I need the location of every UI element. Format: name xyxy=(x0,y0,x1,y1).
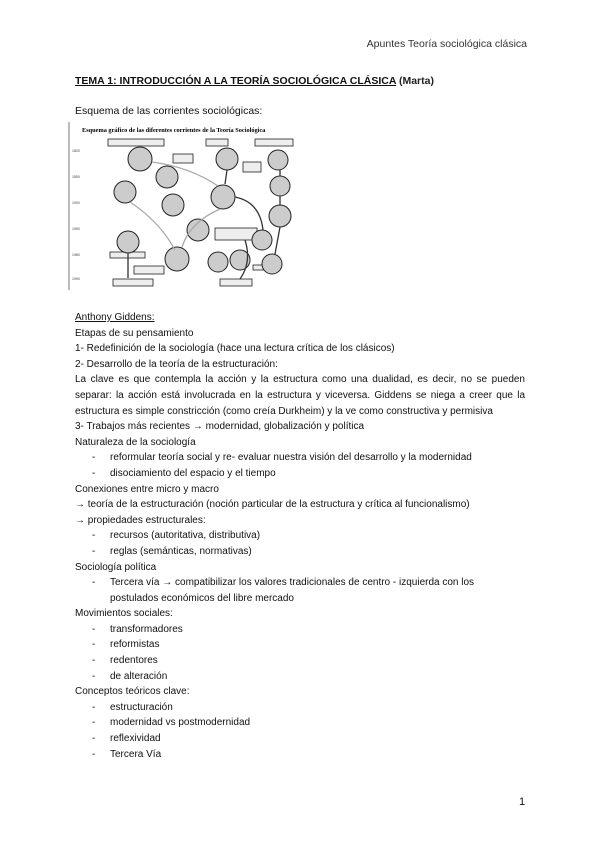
list-item: - de alteración xyxy=(92,670,168,682)
paragraph: → propiedades estructurales: xyxy=(75,514,206,526)
list-item: - reflexividad xyxy=(92,733,161,745)
list-item: - reformistas xyxy=(92,639,160,651)
svg-text:1990: 1990 xyxy=(72,277,80,281)
paragraph: Movimientos sociales: xyxy=(75,608,173,620)
list-item: - transformadores xyxy=(92,623,183,635)
section-heading: Anthony Giddens: xyxy=(75,312,155,323)
svg-text:1980: 1980 xyxy=(72,253,80,257)
list-item: - disociamiento del espacio y el tiempo xyxy=(92,467,276,479)
svg-text:1850: 1850 xyxy=(72,175,80,179)
list-item: - recursos (autoritativa, distributiva) xyxy=(92,530,261,542)
paragraph: 3- Trabajos más recientes → modernidad, globalización y política xyxy=(75,421,365,433)
svg-text:1800: 1800 xyxy=(72,149,80,153)
list-item: - reformular teoría social y re- evaluar nuestra visión del desarrollo y la modernidad xyxy=(92,452,472,464)
paragraph: Sociología política xyxy=(75,561,157,573)
paragraph: 2- Desarrollo de la teoría de la estructuración: xyxy=(75,358,278,370)
title-author: (Marta) xyxy=(398,75,434,87)
list-item: - Tercera Vía xyxy=(92,748,162,760)
paragraph: La clave es que contempla la acción y la estructura como una dualidad, es decir, no se pueden separar: la acción está involucrada en la estructura y viceversa. Giddens se niega a creer que la estructura es simple constricción (como creía Durkheim) y la ve como constructiva y permisiva xyxy=(75,374,525,417)
paragraph: Etapas de su pensamiento xyxy=(75,327,194,339)
figure-caption: Esquema de las corrientes sociológicas: xyxy=(75,105,263,117)
paragraph: Conexiones entre micro y macro xyxy=(75,483,219,495)
running-header: Apuntes Teoría sociológica clásica xyxy=(366,38,527,50)
title-main: TEMA 1: INTRODUCCIÓN A LA TEORÍA SOCIOLÓGICA CLÁSICA xyxy=(75,75,397,87)
svg-text:1950: 1950 xyxy=(72,227,80,231)
paragraph: 1- Redefinición de la sociología (hace una lectura crítica de los clásicos) xyxy=(75,343,395,355)
svg-text:1900: 1900 xyxy=(72,201,80,205)
schema-title: Esquema gráfico de las diferentes corrientes de la Teoría Sociológica xyxy=(82,127,266,134)
paragraph: → teoría de la estructuración (noción particular de la estructura y crítica al funcionalismo) xyxy=(75,499,470,511)
list-item: - Tercera vía → compatibilizar los valores tradicionales de centro - izquierda con los postulados económicos del libre mercado xyxy=(92,577,475,604)
list-item: - reglas (semánticas, normativas) xyxy=(92,545,252,557)
list-item: - estructuración xyxy=(92,701,173,713)
list-item: - modernidad vs postmodernidad xyxy=(92,717,251,729)
schema-diagram xyxy=(70,122,302,290)
page-title xyxy=(75,75,434,87)
list-item: - redentores xyxy=(92,655,158,667)
paragraph: Conceptos teóricos clave: xyxy=(75,686,190,698)
sociology-schema-figure xyxy=(68,122,302,290)
document-body xyxy=(75,310,525,762)
paragraph: Naturaleza de la sociología xyxy=(75,436,196,448)
page-number: 1 xyxy=(519,796,526,808)
